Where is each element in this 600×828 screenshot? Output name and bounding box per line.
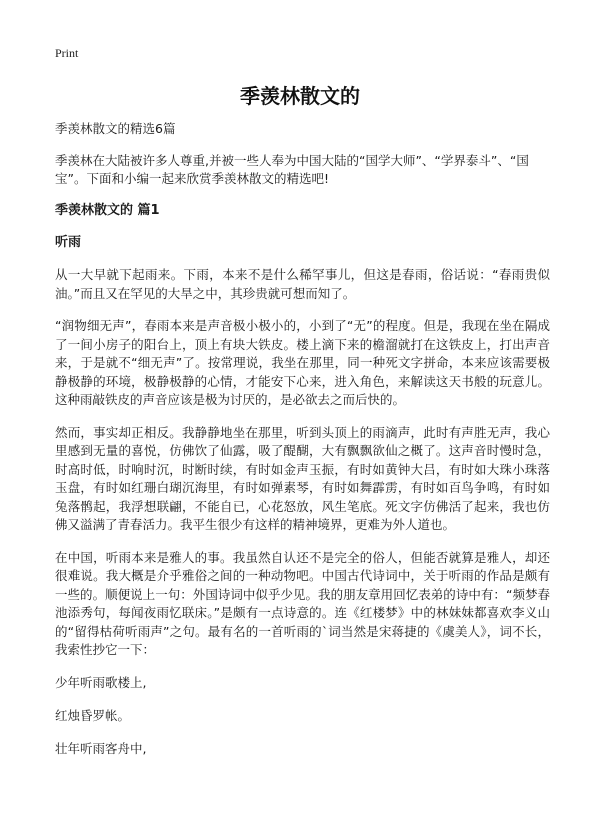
article-body: [55, 120, 550, 773]
paragraph: “润物细无声”，春雨本来是声音极小极小的，小到了“无”的程度。但是，我现在坐在隔成了一间小房子的阳台上，顶上有块大铁皮。楼上滴下来的檐溜就打在这铁皮上，打出声音来，于是就不“细无声”了。按常理说，我坐在那里，同一种死文字拼命，本来应该需要极静极静的环境，极静极静的心情，才能安下心来，进入角色，来解读这天书般的玩意儿。这种雨敲铁皮的声音应该是极为讨厌的，是必欲去之而后快的。: [55, 318, 550, 407]
poem-line: 壮年听雨客舟中,: [55, 740, 147, 756]
print-link[interactable]: Print: [55, 46, 79, 60]
article-subtitle: 季羡林散文的精选6篇: [55, 121, 176, 136]
poem-line: 红烛昏罗帐。: [55, 707, 131, 723]
essay-title: 听雨: [55, 235, 82, 250]
page-title: 季羡林散文的: [240, 84, 360, 108]
paragraph: 从一大早就下起雨来。下雨，本来不是什么稀罕事儿，但这是春雨，俗话说：“春雨贵似油。”而且又在罕见的大旱之中，其珍贵就可想而知了。: [55, 267, 550, 301]
intro-paragraph: 季羡林在大陆被许多人尊重,并被一些人奉为中国大陆的“国学大师”、“学界泰斗”、“国宝”。下面和小编一起来欣赏季羡林散文的精选吧!: [55, 153, 529, 186]
paragraph: 然而，事实却正相反。我静静地坐在那里，听到头顶上的雨滴声，此时有声胜无声，我心里感到无量的喜悦，仿佛饮了仙露，吸了醍醐，大有飘飘欲仙之概了。这声音时慢时急，时高时低，时响时沉，时断时续，有时如金声玉振，有时如黄钟大吕，有时如大珠小珠落玉盘，有时如红珊白瑚沉海里，有时如弹素琴，有时如舞霹雳，有时如百鸟争鸣，有时如兔落鹘起，我浮想联翩，不能自已，心花怒放，风生笔底。死文字仿佛活了起来，我也仿佛又溢满了青春活力。我平生很少有这样的精神境界，更难为外人道也。: [55, 424, 550, 532]
poem-line: 少年听雨歌楼上,: [55, 674, 147, 690]
section-heading: 季羡林散文的 篇1: [55, 203, 160, 218]
paragraph: 在中国，听雨本来是雅人的事。我虽然自认还不是完全的俗人，但能否就算是雅人，却还很难说。我大概是介乎雅俗之间的一种动物吧。中国古代诗词中，关于听雨的作品是颇有一些的。顺便说上一句：外国诗词中似乎少见。我的朋友章用回忆表弟的诗中有：“频梦春池添秀句，每闻夜雨忆联床。”是颇有一点诗意的。连《红楼梦》中的林妹妹都喜欢李义山的“留得枯荷听雨声”之句。最有名的一首听雨的`词当然是宋蒋捷的《虞美人》，词不长，我索性抄它一下：: [55, 549, 550, 657]
